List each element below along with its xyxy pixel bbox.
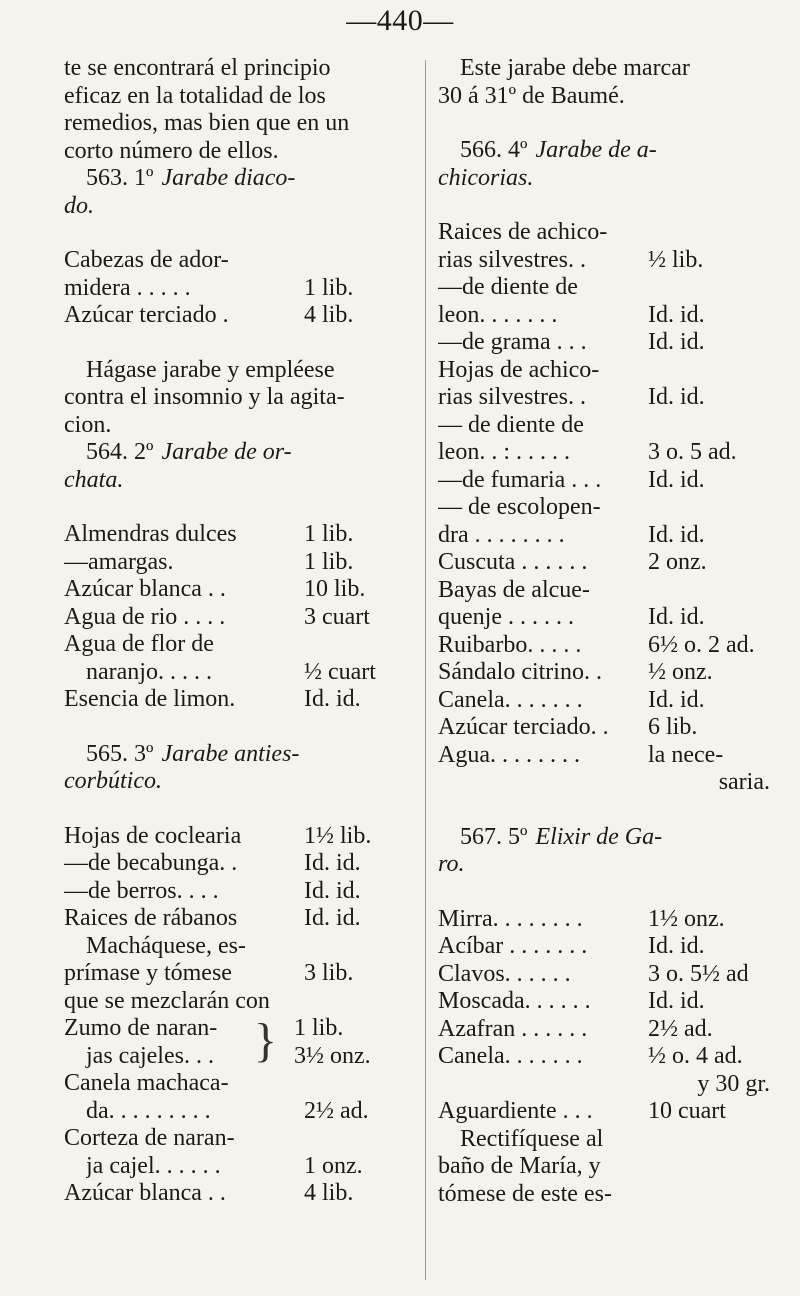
ingredient-name: Zumo de naran- <box>64 1015 218 1041</box>
ingredient-qty: 3½ onz. <box>294 1042 371 1069</box>
ingredient-row: Moscada. . . . . . Id. id. <box>438 988 705 1014</box>
recipe-heading: 564. 2º Jarabe de or- <box>86 439 292 465</box>
ingredient-row: Agua de rio . . . . 3 cuart <box>64 603 370 630</box>
ingredient-row: Azúcar terciado . 4 lib. <box>64 302 354 328</box>
ingredient-row: —amargas. 1 lib. <box>64 548 354 575</box>
ingredient-row: Azúcar blanca . . 10 lib. <box>64 576 366 602</box>
intro-line: eficaz en la totalidad de los <box>64 82 326 109</box>
ingredient-row: Almendras dulces 1 lib. <box>64 521 354 547</box>
recipe-heading-cont: corbútico. <box>64 768 162 794</box>
recipe-heading: 567. 5º Elixir de Ga- <box>460 823 663 850</box>
ingredient-row: Agua. . . . . . . . la nece- <box>438 741 724 768</box>
ingredient-row: Sándalo citrino. . ½ onz. <box>438 659 713 685</box>
ingredient-row: Clavos. . . . . . 3 o. 5½ ad <box>438 960 749 987</box>
recipe-heading-cont: chicorias. <box>438 164 534 191</box>
instruction-line: Hágase jarabe y empléese <box>86 356 335 383</box>
ingredient-row: Bayas de alcue- <box>438 576 590 603</box>
instruction-line: baño de María, y <box>438 1153 601 1179</box>
ingredient-row: Canela. . . . . . . ½ o. 4 ad. <box>438 1043 743 1069</box>
recipe-heading: 566. 4º Jarabe de a- <box>460 137 657 163</box>
intro-line: 30 á 31º de Baumé. <box>438 82 625 109</box>
quantity-continuation: saria. <box>718 769 770 795</box>
ingredient-row: naranjo. . . . . ½ cuart <box>86 658 376 685</box>
recipe-heading-cont: ro. <box>438 851 465 877</box>
left-column <box>64 55 412 1208</box>
column-divider <box>425 60 426 1280</box>
ingredient-row: —de fumaria . . . Id. id. <box>438 466 705 493</box>
instruction-line: Rectifíquese al <box>460 1125 604 1152</box>
intro-line: te se encontrará el principio <box>64 55 331 81</box>
ingredient-row: Aguardiente . . . 10 cuart <box>438 1098 726 1124</box>
ingredient-row: Cabezas de ador- <box>64 247 229 273</box>
ingredient-name: jas cajeles. . . <box>86 1042 214 1069</box>
ingredient-row: — de diente de <box>438 411 584 438</box>
ingredient-row: Azúcar blanca . . 4 lib. <box>64 1180 354 1206</box>
right-column <box>438 55 770 1208</box>
ingredient-row: Corteza de naran- <box>64 1125 235 1151</box>
ingredient-row: Acíbar . . . . . . . Id. id. <box>438 933 705 959</box>
ingredient-row: Hojas de achico- <box>438 356 600 383</box>
ingredient-row: ja cajel. . . . . . 1 onz. <box>86 1152 363 1179</box>
ingredient-row: —de diente de <box>438 274 578 300</box>
ingredient-row: Esencia de limon. Id. id. <box>64 686 361 712</box>
ingredient-row: Canela machaca- <box>64 1070 229 1096</box>
recipe-heading: 563. 1º Jarabe diaco- <box>86 165 296 191</box>
ingredient-row: que se mezclarán con <box>64 987 270 1014</box>
ingredient-row: rias silvestres. . ½ lib. <box>438 246 704 273</box>
ingredient-row: —de berros. . . . Id. id. <box>64 877 361 904</box>
ingredient-row: leon. . : . . . . . 3 o. 5 ad. <box>438 439 737 465</box>
instruction-line: tómese de este es- <box>438 1180 612 1207</box>
ingredient-row: Raices de rábanos Id. id. <box>64 905 361 931</box>
ingredient-row: da. . . . . . . . . 2½ ad. <box>86 1097 369 1124</box>
ingredient-row: —de grama . . . Id. id. <box>438 329 705 355</box>
ingredient-row: leon. . . . . . . Id. id. <box>438 301 705 328</box>
ingredient-row: Azúcar terciado. . 6 lib. <box>438 714 698 740</box>
ingredient-row: Agua de flor de <box>64 631 214 657</box>
ingredient-row: Cuscuta . . . . . . 2 onz. <box>438 549 707 575</box>
page-number: —440— <box>346 4 454 37</box>
ingredient-row: quenje . . . . . . Id. id. <box>438 604 705 630</box>
ingredient-row: Azafran . . . . . . 2½ ad. <box>438 1015 713 1042</box>
ingredient-row: Mirra. . . . . . . . 1½ onz. <box>438 905 725 932</box>
ingredient-row: rias silvestres. . Id. id. <box>438 384 705 410</box>
instruction-line: cion. <box>64 411 112 438</box>
ingredient-row: Canela. . . . . . . Id. id. <box>438 686 705 713</box>
recipe-heading-cont: chata. <box>64 466 124 493</box>
recipe-heading-cont: do. <box>64 192 94 219</box>
ingredient-row: dra . . . . . . . . Id. id. <box>438 521 705 548</box>
bracketed-ingredients <box>64 1015 412 1070</box>
ingredient-row: Hojas de coclearia 1½ lib. <box>64 822 372 849</box>
ingredient-row: prímase y tómese 3 lib. <box>64 960 354 986</box>
intro-line: remedios, mas bien que en un <box>64 110 350 136</box>
intro-line: Este jarabe debe marcar <box>460 55 690 81</box>
ingredient-row: Ruibarbo. . . . . 6½ o. 2 ad. <box>438 631 755 658</box>
brace-symbol: } <box>254 1014 278 1067</box>
ingredient-row: Macháquese, es- <box>86 932 246 959</box>
quantity-continuation: y 30 gr. <box>697 1070 770 1097</box>
intro-line: corto número de ellos. <box>64 137 279 164</box>
ingredient-row: midera . . . . . 1 lib. <box>64 274 354 301</box>
ingredient-row: — de escolopen- <box>438 494 601 520</box>
recipe-heading: 565. 3º Jarabe anties- <box>86 740 300 767</box>
ingredient-row: —de becabunga. . Id. id. <box>64 850 361 876</box>
ingredient-row: Raices de achico- <box>438 219 608 245</box>
instruction-line: contra el insomnio y la agita- <box>64 384 345 410</box>
ingredient-qty: 1 lib. <box>294 1015 344 1041</box>
